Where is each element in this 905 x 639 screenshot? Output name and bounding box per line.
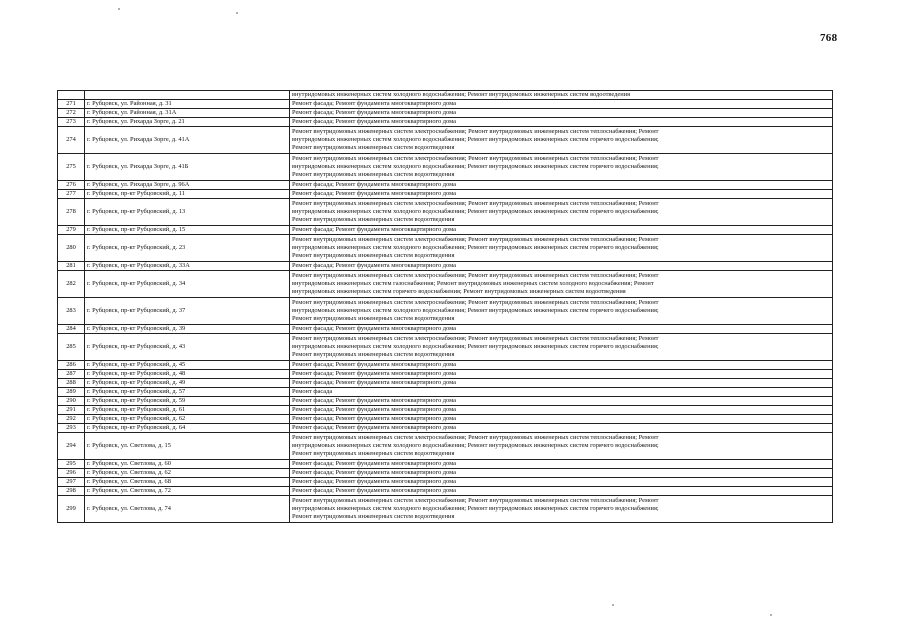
address-cell: г. Рубцовск, ул. Светлова, д. 15	[85, 433, 290, 460]
works-cell	[290, 388, 833, 397]
works-cell	[290, 199, 833, 226]
scan-speck	[612, 604, 614, 606]
scan-speck	[770, 614, 772, 616]
works-cell	[290, 325, 833, 334]
works-cell	[290, 262, 833, 271]
works-line: Ремонт внутридомовых инженерных систем водоотведения	[292, 512, 455, 520]
table-row	[58, 406, 833, 415]
row-number-cell: 273	[58, 118, 85, 127]
table-row	[58, 334, 833, 361]
works-line: Ремонт внутридомовых инженерных систем электроснабжения; Ремонт внутридомовых инженерных систем теплоснабжения; Ремонт	[292, 497, 659, 505]
row-number-cell: 284	[58, 325, 85, 334]
works-cell	[290, 190, 833, 199]
address-cell: г. Рубцовск, пр-кт Рубцовский, д. 43	[85, 334, 290, 361]
address-cell: г. Рубцовск, ул. Светлова, д. 60	[85, 460, 290, 469]
works-cell	[290, 181, 833, 190]
works-cell	[290, 496, 833, 523]
works-cell	[290, 478, 833, 487]
row-number-cell: 295	[58, 460, 85, 469]
works-line: Ремонт фасада; Ремонт фундамента многоквартирного дома	[292, 109, 456, 117]
table-row	[58, 127, 833, 154]
row-number-cell: 296	[58, 469, 85, 478]
works-line: Ремонт фасада; Ремонт фундамента многоквартирного дома	[292, 379, 456, 387]
row-number-cell: 277	[58, 190, 85, 199]
row-number-cell: 288	[58, 379, 85, 388]
row-number-cell: 280	[58, 235, 85, 262]
table-row	[58, 235, 833, 262]
works-line: внутридомовых инженерных систем холодного водоснабжения; Ремонт внутридомовых инженерных систем водоотведения	[292, 91, 631, 99]
table-row	[58, 496, 833, 523]
table-row	[58, 199, 833, 226]
works-cell	[290, 118, 833, 127]
address-cell: г. Рубцовск, пр-кт Рубцовский, д. 15	[85, 226, 290, 235]
address-cell: г. Рубцовск, ул. Районная, д. 31А	[85, 109, 290, 118]
works-cell	[290, 271, 833, 298]
row-number-cell: 287	[58, 370, 85, 379]
works-cell	[290, 127, 833, 154]
works-line: Ремонт внутридомовых инженерных систем водоотведения	[292, 215, 455, 223]
works-line: Ремонт внутридомовых инженерных систем водоотведения	[292, 170, 455, 178]
address-cell	[85, 91, 290, 100]
works-line: Ремонт фасада; Ремонт фундамента многоквартирного дома	[292, 487, 456, 495]
table-row	[58, 487, 833, 496]
works-line: Ремонт фасада; Ремонт фундамента многоквартирного дома	[292, 226, 456, 234]
table-row	[58, 181, 833, 190]
works-cell	[290, 154, 833, 181]
works-cell	[290, 415, 833, 424]
address-cell: г. Рубцовск, ул. Светлова, д. 74	[85, 496, 290, 523]
works-cell	[290, 424, 833, 433]
works-table-body	[58, 91, 833, 523]
works-cell	[290, 406, 833, 415]
works-line: Ремонт фасада; Ремонт фундамента многоквартирного дома	[292, 370, 456, 378]
table-row	[58, 226, 833, 235]
works-cell	[290, 334, 833, 361]
address-cell: г. Рубцовск, пр-кт Рубцовский, д. 62	[85, 415, 290, 424]
row-number-cell	[58, 91, 85, 100]
table-row	[58, 325, 833, 334]
works-cell	[290, 397, 833, 406]
row-number-cell: 274	[58, 127, 85, 154]
works-line: внутридомовых инженерных систем холодного водоснабжения; Ремонт внутридомовых инженерных систем горячего водоснабжения;	[292, 343, 659, 351]
works-line: Ремонт внутридомовых инженерных систем электроснабжения; Ремонт внутридомовых инженерных систем теплоснабжения; Ремонт	[292, 434, 659, 442]
row-number-cell: 283	[58, 298, 85, 325]
address-cell: г. Рубцовск, ул. Рихарда Зорге, д. 41Б	[85, 154, 290, 181]
works-line: внутридомовых инженерных систем холодного водоснабжения; Ремонт внутридомовых инженерных систем горячего водоснабжения;	[292, 442, 659, 450]
works-cell	[290, 433, 833, 460]
works-line: Ремонт фасада; Ремонт фундамента многоквартирного дома	[292, 118, 456, 126]
works-line: Ремонт фасада; Ремонт фундамента многоквартирного дома	[292, 460, 456, 468]
works-line: внутридомовых инженерных систем холодного водоснабжения; Ремонт внутридомовых инженерных систем горячего водоснабжения;	[292, 244, 659, 252]
row-number-cell: 289	[58, 388, 85, 397]
works-line: внутридомовых инженерных систем холодного водоснабжения; Ремонт внутридомовых инженерных систем горячего водоснабжения;	[292, 163, 659, 171]
table-row	[58, 460, 833, 469]
works-line: Ремонт фасада; Ремонт фундамента многоквартирного дома	[292, 478, 456, 486]
works-cell	[290, 235, 833, 262]
table-row	[58, 415, 833, 424]
table-row	[58, 298, 833, 325]
row-number-cell: 297	[58, 478, 85, 487]
address-cell: г. Рубцовск, пр-кт Рубцовский, д. 11	[85, 190, 290, 199]
row-number-cell: 299	[58, 496, 85, 523]
works-cell	[290, 469, 833, 478]
works-line: Ремонт внутридомовых инженерных систем электроснабжения; Ремонт внутридомовых инженерных систем теплоснабжения; Ремонт	[292, 200, 659, 208]
works-line: Ремонт фасада; Ремонт фундамента многоквартирного дома	[292, 100, 456, 108]
address-cell: г. Рубцовск, пр-кт Рубцовский, д. 48	[85, 370, 290, 379]
works-cell	[290, 487, 833, 496]
table-row	[58, 379, 833, 388]
table-row	[58, 433, 833, 460]
table-row	[58, 271, 833, 298]
address-cell: г. Рубцовск, ул. Светлова, д. 72	[85, 487, 290, 496]
address-cell: г. Рубцовск, ул. Светлова, д. 62	[85, 469, 290, 478]
table-row	[58, 361, 833, 370]
works-line: Ремонт фасада; Ремонт фундамента многоквартирного дома	[292, 190, 456, 198]
works-line: внутридомовых инженерных систем холодного водоснабжения; Ремонт внутридомовых инженерных систем горячего водоснабжения;	[292, 208, 659, 216]
table-row	[58, 388, 833, 397]
row-number-cell: 294	[58, 433, 85, 460]
table-row	[58, 370, 833, 379]
works-line: Ремонт фасада; Ремонт фундамента многоквартирного дома	[292, 262, 456, 270]
works-line: внутридомовых инженерных систем холодного водоснабжения; Ремонт внутридомовых инженерных систем горячего водоснабжения;	[292, 136, 659, 144]
works-line: внутридомовых инженерных систем горячего водоснабжения; Ремонт внутридомовых инженерных систем водоотведения	[292, 287, 626, 295]
works-line: Ремонт внутридомовых инженерных систем электроснабжения; Ремонт внутридомовых инженерных систем теплоснабжения; Ремонт	[292, 128, 659, 136]
table-row	[58, 109, 833, 118]
works-line: Ремонт фасада; Ремонт фундамента многоквартирного дома	[292, 469, 456, 477]
address-cell: г. Рубцовск, пр-кт Рубцовский, д. 34	[85, 271, 290, 298]
works-line: Ремонт внутридомовых инженерных систем электроснабжения; Ремонт внутридомовых инженерных систем теплоснабжения; Ремонт	[292, 299, 659, 307]
works-line: Ремонт фасада; Ремонт фундамента многоквартирного дома	[292, 415, 456, 423]
address-cell: г. Рубцовск, пр-кт Рубцовский, д. 57	[85, 388, 290, 397]
row-number-cell: 281	[58, 262, 85, 271]
address-cell: г. Рубцовск, пр-кт Рубцовский, д. 64	[85, 424, 290, 433]
works-line: Ремонт внутридомовых инженерных систем водоотведения	[292, 314, 455, 322]
works-line: Ремонт фасада; Ремонт фундамента многоквартирного дома	[292, 424, 456, 432]
works-line: Ремонт фасада; Ремонт фундамента многоквартирного дома	[292, 325, 456, 333]
row-number-cell: 285	[58, 334, 85, 361]
address-cell: г. Рубцовск, пр-кт Рубцовский, д. 39	[85, 325, 290, 334]
table-row	[58, 469, 833, 478]
works-cell	[290, 298, 833, 325]
row-number-cell: 272	[58, 109, 85, 118]
works-cell	[290, 379, 833, 388]
table-row	[58, 91, 833, 100]
works-line: Ремонт фасада; Ремонт фундамента многоквартирного дома	[292, 181, 456, 189]
address-cell: г. Рубцовск, ул. Светлова, д. 68	[85, 478, 290, 487]
address-cell: г. Рубцовск, ул. Рихарда Зорге, д. 21	[85, 118, 290, 127]
table-row	[58, 118, 833, 127]
works-line: Ремонт внутридомовых инженерных систем водоотведения	[292, 251, 455, 259]
table-row	[58, 154, 833, 181]
page-number: 768	[820, 32, 838, 44]
scan-speck	[236, 12, 238, 14]
works-line: внутридомовых инженерных систем газоснабжения; Ремонт внутридомовых инженерных систем холодного водоснабжения; Ремонт	[292, 280, 654, 288]
works-line: внутридомовых инженерных систем холодного водоснабжения; Ремонт внутридомовых инженерных систем горячего водоснабжения;	[292, 505, 659, 513]
works-cell	[290, 370, 833, 379]
row-number-cell: 276	[58, 181, 85, 190]
works-line: Ремонт фасада; Ремонт фундамента многоквартирного дома	[292, 397, 456, 405]
works-cell	[290, 460, 833, 469]
address-cell: г. Рубцовск, ул. Рихарда Зорге, д. 41А	[85, 127, 290, 154]
works-cell	[290, 226, 833, 235]
table-row	[58, 100, 833, 109]
works-cell	[290, 109, 833, 118]
address-cell: г. Рубцовск, ул. Районная, д. 31	[85, 100, 290, 109]
address-cell: г. Рубцовск, пр-кт Рубцовский, д. 61	[85, 406, 290, 415]
works-line: Ремонт внутридомовых инженерных систем водоотведения	[292, 143, 455, 151]
works-line: Ремонт внутридомовых инженерных систем электроснабжения; Ремонт внутридомовых инженерных систем теплоснабжения; Ремонт	[292, 272, 659, 280]
row-number-cell: 271	[58, 100, 85, 109]
address-cell: г. Рубцовск, пр-кт Рубцовский, д. 59	[85, 397, 290, 406]
row-number-cell: 292	[58, 415, 85, 424]
works-line: Ремонт внутридомовых инженерных систем электроснабжения; Ремонт внутридомовых инженерных систем теплоснабжения; Ремонт	[292, 155, 659, 163]
works-cell	[290, 91, 833, 100]
table-row	[58, 190, 833, 199]
row-number-cell: 290	[58, 397, 85, 406]
works-line: Ремонт внутридомовых инженерных систем водоотведения	[292, 449, 455, 457]
row-number-cell: 291	[58, 406, 85, 415]
works-line: Ремонт внутридомовых инженерных систем электроснабжения; Ремонт внутридомовых инженерных систем теплоснабжения; Ремонт	[292, 335, 659, 343]
address-cell: г. Рубцовск, пр-кт Рубцовский, д. 23	[85, 235, 290, 262]
row-number-cell: 298	[58, 487, 85, 496]
row-number-cell: 282	[58, 271, 85, 298]
row-number-cell: 275	[58, 154, 85, 181]
scan-speck	[118, 8, 120, 10]
address-cell: г. Рубцовск, пр-кт Рубцовский, д. 13	[85, 199, 290, 226]
works-line: Ремонт фасада	[292, 388, 333, 396]
table-row	[58, 478, 833, 487]
table-row	[58, 397, 833, 406]
row-number-cell: 278	[58, 199, 85, 226]
address-cell: г. Рубцовск, пр-кт Рубцовский, д. 45	[85, 361, 290, 370]
row-number-cell: 286	[58, 361, 85, 370]
address-cell: г. Рубцовск, ул. Рихарда Зорге, д. 96А	[85, 181, 290, 190]
row-number-cell: 293	[58, 424, 85, 433]
works-cell	[290, 361, 833, 370]
address-cell: г. Рубцовск, пр-кт Рубцовский, д. 49	[85, 379, 290, 388]
address-cell: г. Рубцовск, пр-кт Рубцовский, д. 33А	[85, 262, 290, 271]
works-table	[57, 90, 833, 523]
works-line: внутридомовых инженерных систем холодного водоснабжения; Ремонт внутридомовых инженерных систем горячего водоснабжения;	[292, 307, 659, 315]
works-cell	[290, 100, 833, 109]
works-line: Ремонт внутридомовых инженерных систем электроснабжения; Ремонт внутридомовых инженерных систем теплоснабжения; Ремонт	[292, 236, 659, 244]
row-number-cell: 279	[58, 226, 85, 235]
works-line: Ремонт фасада; Ремонт фундамента многоквартирного дома	[292, 361, 456, 369]
table-row	[58, 262, 833, 271]
works-line: Ремонт внутридомовых инженерных систем водоотведения	[292, 350, 455, 358]
address-cell: г. Рубцовск, пр-кт Рубцовский, д. 37	[85, 298, 290, 325]
works-line: Ремонт фасада; Ремонт фундамента многоквартирного дома	[292, 406, 456, 414]
table-row	[58, 424, 833, 433]
